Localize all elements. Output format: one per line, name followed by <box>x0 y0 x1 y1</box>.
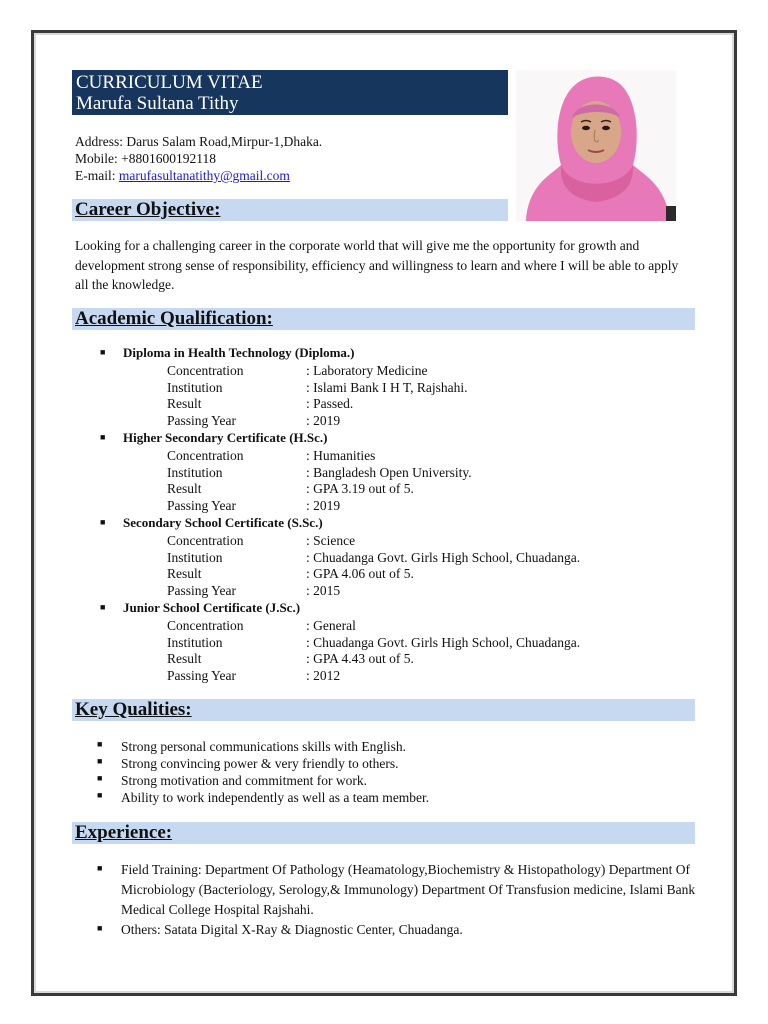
list-item-text: Strong convincing power & very friendly to others. <box>121 756 399 771</box>
academic-detail-row <box>100 396 700 413</box>
academic-detail-key: Institution <box>167 464 223 480</box>
list-item <box>97 755 707 772</box>
academic-detail-row <box>100 380 700 397</box>
bullet-icon: ■ <box>100 516 106 527</box>
bullet-icon: ■ <box>97 863 103 873</box>
academic-entry-title-text: Secondary School Certificate (S.Sc.) <box>123 514 323 530</box>
experience-heading <box>72 822 695 844</box>
academic-qualification-heading <box>72 308 695 330</box>
academic-entry <box>100 600 700 685</box>
academic-entry-title-text: Diploma in Health Technology (Diploma.) <box>123 345 355 360</box>
list-item-text: Strong personal communications skills with English. <box>121 739 406 754</box>
list-item-text: Ability to work independently as well as a team member. <box>121 790 430 805</box>
academic-entry-title <box>100 430 700 448</box>
academic-detail-key: Concentration <box>167 532 244 548</box>
bullet-icon: ■ <box>97 756 103 766</box>
bullet-icon: ■ <box>100 347 106 357</box>
experience-heading-text: Experience: <box>75 822 173 843</box>
academic-detail-value: : Humanities <box>306 447 376 463</box>
email-line <box>75 167 322 184</box>
experience-list <box>97 860 707 940</box>
academic-detail-key: Passing Year <box>167 498 237 514</box>
academic-detail-value: : Bangladesh Open University. <box>306 464 472 480</box>
academic-detail-value: : 2019 <box>306 413 341 429</box>
academic-detail-row <box>100 668 700 685</box>
career-objective-heading <box>72 199 508 221</box>
academic-detail-row <box>100 618 700 635</box>
academic-detail-row <box>100 635 700 652</box>
academic-detail-value: : Science <box>306 532 356 548</box>
email-link[interactable]: marufasultanatithy@gmail.com <box>118 168 290 183</box>
academic-detail-value: : Islami Bank I H T, Rajshahi. <box>306 379 468 395</box>
bullet-icon: ■ <box>100 431 106 442</box>
key-qualities-heading-text: Key Qualities: <box>75 699 192 720</box>
key-qualities-list <box>97 738 707 806</box>
list-item <box>97 738 707 755</box>
academic-qualification-list <box>100 345 700 685</box>
profile-photo <box>516 70 676 221</box>
academic-detail-value: : 2015 <box>306 583 341 599</box>
academic-qualification-heading-text: Academic Qualification: <box>75 308 273 329</box>
academic-detail-row <box>100 498 700 515</box>
academic-detail-key: Concentration <box>167 362 244 378</box>
academic-detail-row <box>100 413 700 430</box>
academic-detail-value: : General <box>306 617 356 633</box>
academic-detail-row <box>100 363 700 380</box>
academic-entry-title <box>100 600 700 618</box>
academic-entry-title <box>100 515 700 533</box>
academic-detail-key: Concentration <box>167 447 244 463</box>
contact-info <box>75 133 322 184</box>
academic-detail-value: : GPA 4.06 out of 5. <box>306 566 414 582</box>
academic-detail-key: Institution <box>167 634 223 650</box>
academic-detail-row <box>100 448 700 465</box>
academic-detail-row <box>100 651 700 668</box>
address-line <box>75 133 322 150</box>
document-title: CURRICULUM VITAE <box>76 72 263 93</box>
list-item <box>97 772 707 789</box>
academic-detail-row <box>100 533 700 550</box>
email-label: E-mail: <box>75 168 119 183</box>
academic-detail-key: Concentration <box>167 617 244 633</box>
list-item <box>97 860 707 920</box>
academic-detail-key: Passing Year <box>167 583 237 599</box>
academic-detail-row <box>100 465 700 482</box>
academic-entry <box>100 515 700 600</box>
academic-detail-value: : Chuadanga Govt. Girls High School, Chuadanga. <box>306 634 581 650</box>
profile-photo-illustration <box>516 70 676 221</box>
academic-detail-row <box>100 481 700 498</box>
bullet-icon: ■ <box>97 773 103 783</box>
academic-detail-row <box>100 566 700 583</box>
candidate-name: Marufa Sultana Tithy <box>76 93 239 114</box>
academic-detail-key: Result <box>167 481 202 497</box>
list-item-text: Strong motivation and commitment for work. <box>121 773 367 788</box>
academic-detail-value: : GPA 3.19 out of 5. <box>306 481 414 497</box>
address-value: Darus Salam Road,Mirpur-1,Dhaka. <box>126 134 323 149</box>
list-item-text: Field Training: Department Of Pathology (Heamatology,Biochemistry & Histopathology) Department Of Microbiology (Bacteriology, Serology,& Immunology) Department Of Transfusion medicine, Islami Bank Medical College Hospital Rajshahi. <box>121 862 696 917</box>
academic-detail-key: Result <box>167 396 202 412</box>
bullet-icon: ■ <box>97 923 103 933</box>
academic-entry-title-text: Higher Secondary Certificate (H.Sc.) <box>123 429 328 445</box>
academic-entry <box>100 345 700 430</box>
academic-detail-value: : Passed. <box>306 396 354 412</box>
academic-detail-value: : Chuadanga Govt. Girls High School, Chuadanga. <box>306 549 581 565</box>
list-item-text: Others: Satata Digital X-Ray & Diagnostic Center, Chuadanga. <box>121 922 463 937</box>
academic-detail-value: : 2019 <box>306 498 341 514</box>
academic-detail-key: Result <box>167 651 202 667</box>
career-objective-text: Looking for a challenging career in the corporate world that will give me the opportunity for growth and development strong sense of responsibility, efficiency and willingness to learn and where I will be able to apply all the knowledge. <box>75 238 679 292</box>
address-label: Address: <box>75 134 127 149</box>
academic-detail-row <box>100 550 700 567</box>
title-block <box>72 70 508 115</box>
academic-detail-key: Institution <box>167 549 223 565</box>
list-item <box>97 920 707 940</box>
academic-detail-key: Result <box>167 566 202 582</box>
mobile-line <box>75 150 322 167</box>
academic-detail-value: : 2012 <box>306 668 341 684</box>
academic-entry-title <box>100 345 700 363</box>
career-objective-heading-text: Career Objective: <box>75 199 221 220</box>
bullet-icon: ■ <box>100 601 106 612</box>
bullet-icon: ■ <box>97 790 103 800</box>
bullet-icon: ■ <box>97 739 103 749</box>
list-item <box>97 789 707 806</box>
academic-detail-row <box>100 583 700 600</box>
key-qualities-heading <box>72 699 695 721</box>
academic-entry-title-text: Junior School Certificate (J.Sc.) <box>123 599 301 615</box>
academic-detail-value: : GPA 4.43 out of 5. <box>306 651 414 667</box>
academic-detail-key: Passing Year <box>167 668 237 684</box>
mobile-label: Mobile: <box>75 151 122 166</box>
mobile-value: +8801600192118 <box>121 151 216 166</box>
academic-detail-key: Passing Year <box>167 413 237 429</box>
academic-entry <box>100 430 700 515</box>
academic-detail-key: Institution <box>167 379 223 395</box>
academic-detail-value: : Laboratory Medicine <box>306 362 428 378</box>
